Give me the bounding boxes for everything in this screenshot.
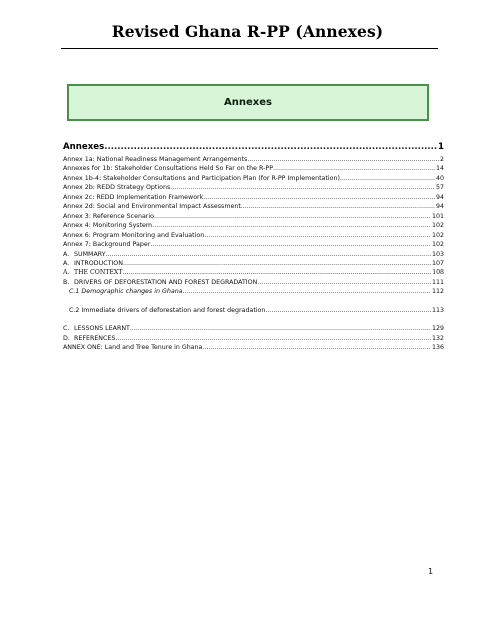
toc-entry-label: ANNEX ONE: Land and Tree Tenure in Ghana (63, 344, 203, 352)
page-number: 1 (428, 567, 434, 576)
toc-entry-page: 101 (431, 212, 444, 220)
toc-entry-lessons-learnt[interactable] (63, 324, 444, 333)
toc-entry-page: 57 (435, 184, 444, 192)
toc-entry-text: THE CONTEXT (74, 269, 123, 277)
toc-entry[interactable] (63, 174, 444, 183)
toc-dot-leader (273, 164, 435, 173)
toc-entry-page: 129 (431, 325, 444, 333)
toc-dot-leader (204, 231, 431, 240)
toc-entry-page: 107 (431, 259, 444, 267)
toc-entry-page: 136 (431, 344, 444, 352)
annexes-banner-label: Annexes (224, 97, 272, 108)
toc-entry-page: 112 (431, 288, 444, 296)
page-title: Revised Ghana R-PP (Annexes) (111, 22, 384, 41)
toc-entry-text: REFERENCES (74, 334, 116, 342)
title-divider (61, 48, 438, 49)
toc-entry-references[interactable] (63, 334, 444, 343)
toc-entry-number: C. (63, 325, 70, 333)
toc-entry-introduction[interactable] (63, 259, 444, 268)
toc-entry[interactable] (63, 221, 444, 230)
toc-dot-leader (183, 287, 431, 296)
toc-subentry-immediate-drivers[interactable] (63, 306, 444, 315)
toc-entry-page: 102 (431, 241, 444, 249)
toc-dot-leader (130, 324, 431, 333)
toc-dot-leader (104, 141, 437, 154)
toc-entry-page: 1 (438, 142, 444, 152)
toc-entry-label: Annex 2b: REDD Strategy Options (63, 184, 171, 192)
toc-entry-text: SUMMARY (74, 250, 106, 258)
toc-dot-leader (241, 202, 435, 211)
toc-dot-leader (122, 268, 431, 277)
toc-entry[interactable] (63, 155, 444, 164)
toc-entry[interactable] (63, 183, 444, 192)
toc-entry-number: D. (63, 334, 70, 342)
toc-entry-label: Annex 4: Monitoring System (63, 222, 153, 230)
toc-entry-drivers[interactable] (63, 278, 444, 287)
toc-entry-page: 102 (431, 231, 444, 239)
toc-dot-leader (340, 174, 435, 183)
toc-entry-label (63, 334, 115, 343)
toc-dot-leader (154, 212, 431, 221)
toc-entry-page: 94 (435, 193, 444, 201)
toc-entry-text: DRIVERS OF DEFORESTATION AND FOREST DEGRADATION (74, 278, 258, 286)
toc-subentry-demographic[interactable] (63, 287, 444, 296)
toc-dot-leader (203, 193, 435, 202)
toc-entry-page: 113 (431, 306, 444, 314)
toc-entry-number: A. (63, 269, 70, 277)
toc-entry-number: A. (63, 259, 70, 267)
toc-dot-leader (123, 259, 431, 268)
toc-dot-leader (170, 183, 435, 192)
toc-entry-page: 103 (431, 250, 444, 258)
toc-entry-text: INTRODUCTION (74, 259, 123, 267)
toc-dot-leader (150, 240, 431, 249)
toc-dot-leader (257, 278, 431, 287)
toc-entry-number: A. (63, 250, 70, 258)
toc-dot-leader (265, 306, 431, 315)
toc-entry[interactable] (63, 193, 444, 202)
toc-entry[interactable] (63, 231, 444, 240)
toc-heading-annexes[interactable] (63, 141, 444, 154)
toc-entry-page: 40 (435, 174, 444, 182)
toc-entry-page: 111 (431, 278, 444, 286)
toc-entry-page: 94 (435, 203, 444, 211)
toc-entry[interactable] (63, 240, 444, 249)
toc-entry-summary[interactable] (63, 250, 444, 259)
toc-entry-page: 102 (431, 222, 444, 230)
annexes-banner (67, 84, 429, 121)
toc-dot-leader (106, 250, 431, 259)
toc-entry-text: LESSONS LEARNT (74, 325, 130, 333)
toc-entry[interactable] (63, 202, 444, 211)
toc-entry-label: Annex 2c: REDD Implementation Framework (63, 193, 204, 201)
toc-dot-leader (202, 343, 431, 352)
toc-dot-leader (115, 334, 431, 343)
toc-entry-label (63, 268, 122, 277)
toc-entry-label (63, 278, 257, 287)
toc-entry-page: 14 (435, 165, 444, 173)
toc-entry-label: Annex 1b-4: Stakeholder Consultations and Participation Plan (for R-PP Implementation) (63, 174, 340, 182)
table-of-contents (63, 141, 444, 353)
toc-entry-label: Annex 2d: Social and Environmental Impact Assessment (63, 203, 241, 211)
toc-entry-label: Annexes (63, 142, 105, 152)
toc-entry-label: Annex 7: Background Paper (63, 241, 151, 249)
toc-entry-label (63, 324, 130, 333)
toc-entry-label: Annex 1a: National Readiness Management Arrangements (63, 156, 248, 163)
toc-entry-label: Annex 3: Reference Scenario (63, 212, 154, 220)
toc-entry-label (63, 259, 123, 268)
toc-entry-annex-one[interactable] (63, 343, 444, 352)
toc-entry-page: 132 (431, 334, 444, 342)
toc-entry-context[interactable] (63, 268, 444, 277)
toc-entry-page: 108 (432, 269, 444, 277)
toc-entry-page: 2 (439, 156, 444, 163)
toc-entry-label: C.1 Demographic changes in Ghana (69, 288, 183, 296)
toc-entry[interactable] (63, 164, 444, 173)
toc-entry-label: Annexes for 1b: Stakeholder Consultations Held So Far on the R-PP (63, 165, 274, 173)
toc-entry-number: B. (63, 278, 70, 286)
toc-entry-label: Annex 6: Program Monitoring and Evaluation (63, 231, 205, 239)
toc-entry-label: C.2 Immediate drivers of deforestation and forest degradation (69, 306, 266, 314)
toc-entry[interactable] (63, 212, 444, 221)
toc-dot-leader (152, 221, 431, 230)
toc-entry-label (63, 250, 106, 259)
toc-dot-leader (247, 155, 439, 164)
